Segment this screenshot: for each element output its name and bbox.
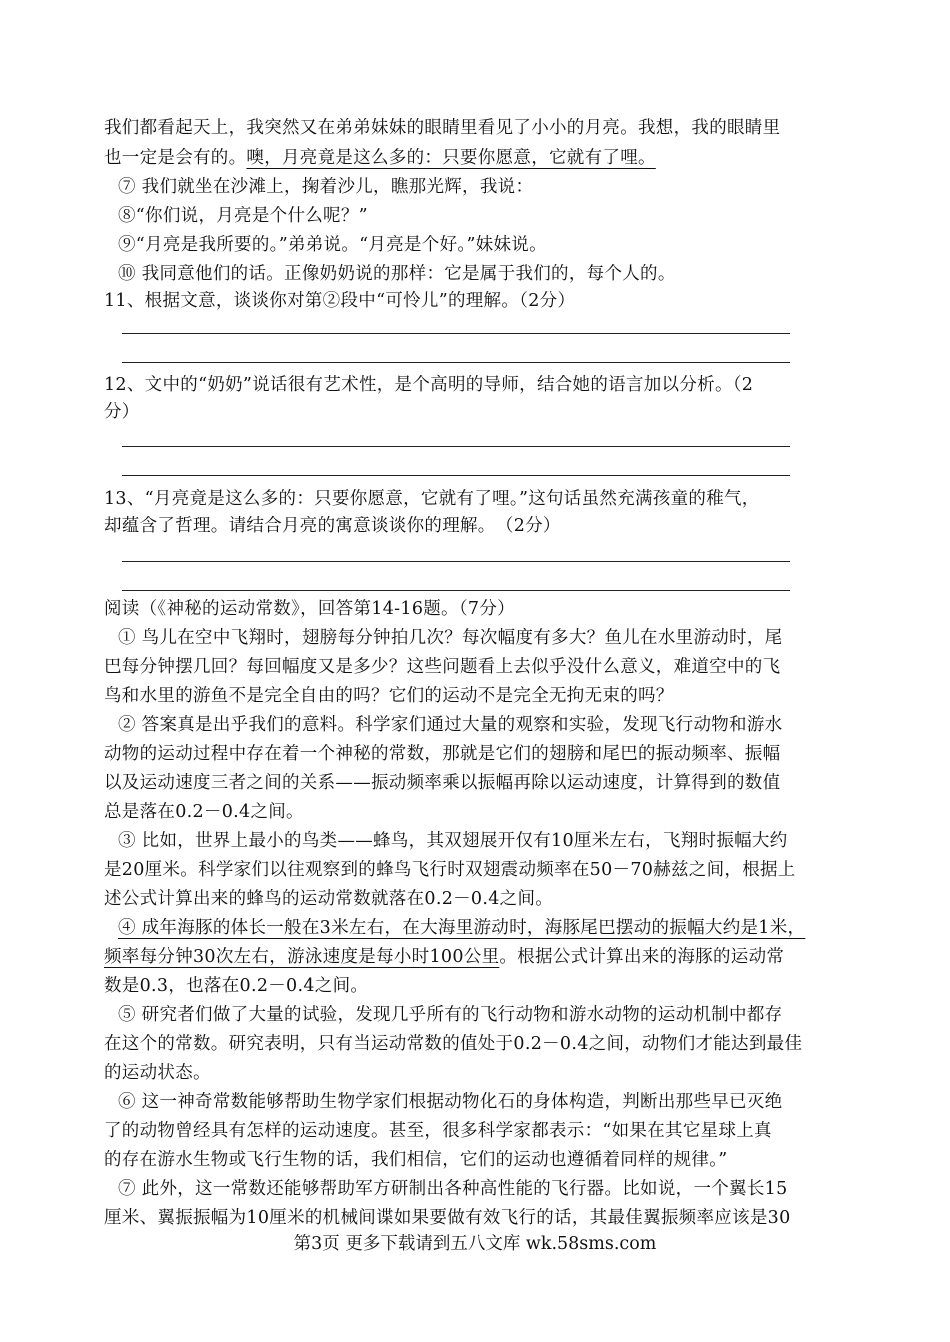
paragraph-10: ⑩ 我同意他们的话。正像奶奶说的那样：它是属于我们的，每个人的。 bbox=[118, 264, 676, 284]
passage-line bbox=[104, 143, 864, 173]
answer-line[interactable] bbox=[122, 362, 790, 363]
reading-paragraph-6: 的存在游水生物或飞行生物的话，我们相信，它们的运动也遵循着同样的规律。” bbox=[104, 1150, 728, 1170]
underlined-sentence: 噢，月亮竟是这么多的：只要你愿意，它就有了哩。 bbox=[246, 148, 656, 168]
reading-paragraph-2: 总是落在0.2－0.4之间。 bbox=[104, 802, 304, 822]
reading-paragraph-2: 以及运动速度三者之间的关系——振动频率乘以振幅再除以运动速度，计算得到的数值 bbox=[104, 773, 781, 793]
reading-paragraph-4-underlined: ④ 成年海豚的体长一般在3米左右，在大海里游动时，海豚尾巴摆动的振幅大约是1米， bbox=[118, 918, 806, 938]
reading-paragraph-7: ⑦ 此外，这一常数还能够帮助军方研制出各种高性能的飞行器。比如说，一个翼长15 bbox=[118, 1179, 788, 1199]
reading-paragraph-3: ③ 比如，世界上最小的鸟类——蜂鸟，其双翅展开仅有10厘米左右，飞翔时振幅大约 bbox=[118, 831, 788, 851]
reading-paragraph-2: ② 答案真是出乎我们的意料。科学家们通过大量的观察和实验，发现飞行动物和游水 bbox=[118, 715, 783, 735]
question-13: 13、“月亮竟是这么多的：只要你愿意，它就有了哩。”这句话虽然充满孩童的稚气， bbox=[104, 489, 760, 509]
reading-paragraph-3: 述公式计算出来的蜂鸟的运动常数就落在0.2－0.4之间。 bbox=[104, 889, 554, 909]
reading-intro: 阅读（《神秘的运动常数》，回答第14-16题。（7分） bbox=[104, 599, 515, 619]
answer-line[interactable] bbox=[122, 475, 790, 476]
question-12: 12、文中的“奶奶”说话很有艺术性，是个高明的导师，结合她的语言加以分析。（2 bbox=[104, 375, 754, 395]
answer-line[interactable] bbox=[122, 446, 790, 447]
passage-text: 也一定是会有的。 bbox=[104, 148, 247, 168]
reading-paragraph-2: 动物的运动过程中存在着一个神秘的常数，那就是它们的翅膀和尾巴的振动频率、振幅 bbox=[104, 744, 781, 764]
reading-paragraph-5: 的运动状态。 bbox=[104, 1063, 211, 1083]
page-footer: 第3页 更多下载请到五八文库 wk.58sms.com bbox=[293, 1234, 657, 1254]
reading-paragraph-4 bbox=[104, 942, 864, 972]
paragraph-7: ⑦ 我们就坐在沙滩上，掬着沙儿，瞧那光辉，我说： bbox=[118, 177, 534, 197]
reading-paragraph-5: ⑤ 研究者们做了大量的试验，发现几乎所有的飞行动物和游水动物的运动机制中都存 bbox=[118, 1005, 783, 1025]
reading-paragraph-4: 数是0.3，也落在0.2－0.4之间。 bbox=[104, 976, 369, 996]
question-12-cont: 分） bbox=[104, 402, 140, 422]
reading-paragraph-1: 巴每分钟摆几回？每回幅度又是多少？这些问题看上去似乎没什么意义，难道空中的飞 bbox=[104, 657, 781, 677]
answer-line[interactable] bbox=[122, 333, 790, 334]
answer-line[interactable] bbox=[122, 590, 790, 591]
answer-line[interactable] bbox=[122, 561, 790, 562]
paragraph-text: 。根据公式计算出来的海豚的运动常 bbox=[499, 947, 785, 967]
paragraph-9: ⑨“月亮是我所要的。”弟弟说。“月亮是个好。”妹妹说。 bbox=[118, 235, 547, 255]
reading-paragraph-7: 厘米、翼振振幅为10厘米的机械间谍如果要做有效飞行的话，其最佳翼振频率应该是30 bbox=[104, 1208, 791, 1228]
reading-paragraph-1: ① 鸟儿在空中飞翔时，翅膀每分钟拍几次？每次幅度有多大？鱼儿在水里游动时，尾 bbox=[118, 628, 783, 648]
passage-line: 我们都看起天上，我突然又在弟弟妹妹的眼睛里看见了小小的月亮。我想，我的眼睛里 bbox=[104, 118, 781, 138]
reading-paragraph-6: ⑥ 这一神奇常数能够帮助生物学家们根据动物化石的身体构造，判断出那些早已灭绝 bbox=[118, 1092, 783, 1112]
reading-paragraph-6: 了的动物曾经具有怎样的运动速度。甚至，很多科学家都表示：“如果在其它星球上真 bbox=[104, 1121, 772, 1141]
reading-paragraph-5: 在这个的常数。研究表明，只有当运动常数的值处于0.2－0.4之间，动物们才能达到最佳 bbox=[104, 1034, 803, 1054]
paragraph-8: ⑧“你们说，月亮是个什么呢？” bbox=[118, 206, 368, 226]
reading-paragraph-3: 是20厘米。科学家们以往观察到的蜂鸟飞行时双翅震动频率在50－70赫兹之间，根据上 bbox=[104, 860, 796, 880]
question-13-cont: 却蕴含了哲理。请结合月亮的寓意谈谈你的理解。 （2分） bbox=[104, 516, 561, 536]
question-11: 11、根据文意，谈谈你对第②段中“可怜儿”的理解。（2分） bbox=[104, 291, 576, 311]
underlined-sentence: 频率每分钟30次左右，游泳速度是每小时100公里 bbox=[104, 947, 500, 967]
reading-paragraph-1: 鸟和水里的游鱼不是完全自由的吗？它们的运动不是完全无拘无束的吗？ bbox=[104, 686, 674, 706]
